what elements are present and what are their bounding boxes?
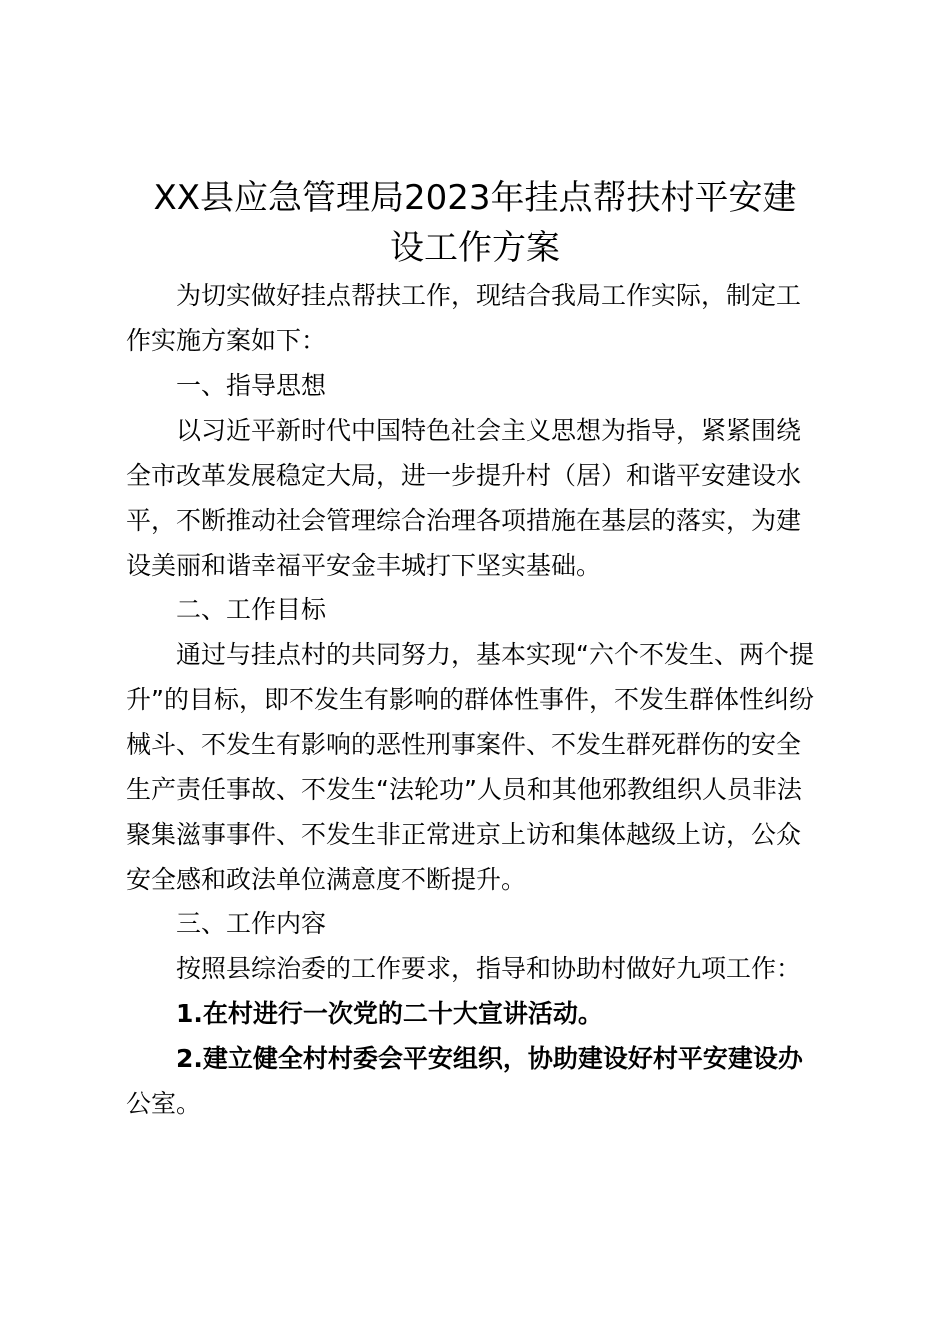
document-title-line-1: XX县应急管理局2023年挂点帮扶村平安建 [153,178,797,218]
section-heading-work-content: 三、工作内容 [176,909,327,938]
list-item-1: 1.在村进行一次党的二十大宣讲活动。 [176,999,603,1028]
list-item-2: 2.建立健全村村委会平安组织，协助建设好村平安建设办 [176,1044,803,1073]
section1-paragraph-line: 设美丽和谐幸福平安金丰城打下坚实基础。 [126,551,602,580]
section1-paragraph-line: 以习近平新时代中国特色社会主义思想为指导，紧紧围绕 [176,416,802,445]
section2-paragraph-line: 通过与挂点村的共同努力，基本实现“六个不发生、两个提 [176,640,814,669]
section-heading-work-goals: 二、工作目标 [176,595,327,624]
section1-paragraph-line: 全市改革发展稳定大局，进一步提升村（居）和谐平安建设水 [126,461,802,490]
section2-paragraph-line: 聚集滋事事件、不发生非正常进京上访和集体越级上访，公众 [126,820,802,849]
section2-paragraph-line: 生产责任事故、不发生“法轮功”人员和其他邪教组织人员非法 [126,775,802,804]
section2-paragraph-line: 械斗、不发生有影响的恶性刑事案件、不发生群死群伤的安全 [126,730,802,759]
section2-paragraph-line: 升”的目标，即不发生有影响的群体性事件，不发生群体性纠纷 [126,685,814,714]
section3-paragraph-line: 按照县综治委的工作要求，指导和协助村做好九项工作： [176,954,802,983]
intro-paragraph-line: 作实施方案如下： [126,326,327,355]
list-item-2-continuation: 公室。 [126,1089,202,1118]
section-heading-guiding-ideology: 一、指导思想 [176,371,327,400]
intro-paragraph-line: 为切实做好挂点帮扶工作，现结合我局工作实际，制定工 [176,281,802,310]
document-title-line-2: 设工作方案 [390,228,560,268]
section1-paragraph-line: 平，不断推动社会管理综合治理各项措施在基层的落实，为建 [126,506,802,535]
section2-paragraph-line: 安全感和政法单位满意度不断提升。 [126,865,527,894]
